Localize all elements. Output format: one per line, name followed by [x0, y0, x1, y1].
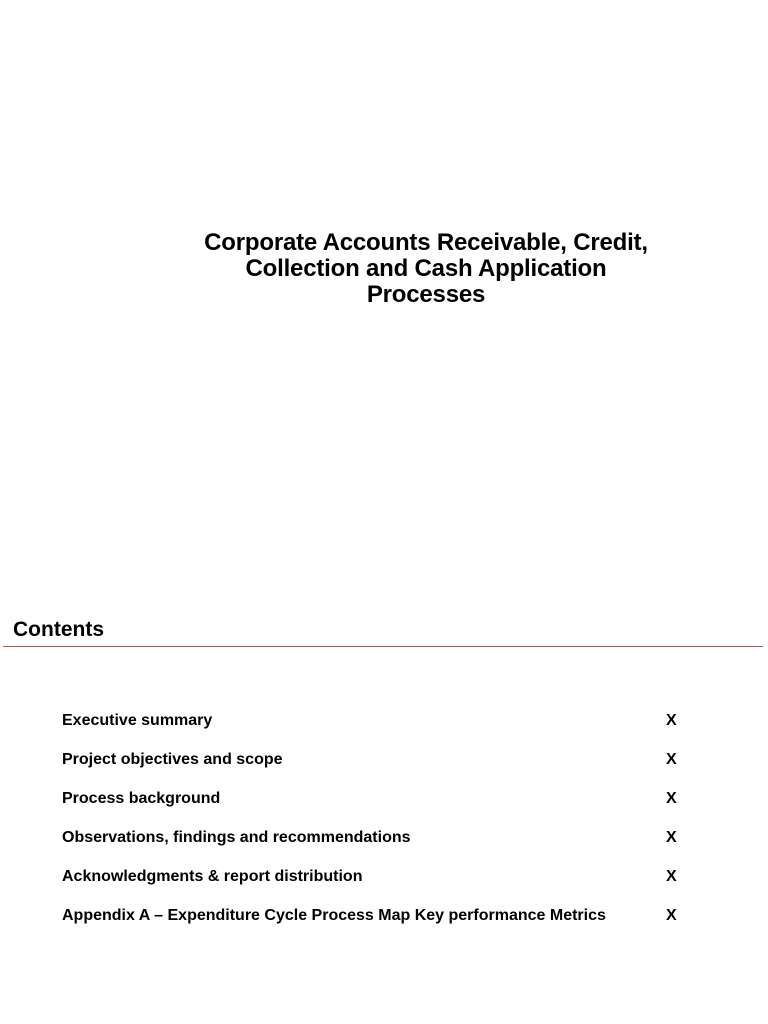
toc-item-label: Project objectives and scope [62, 751, 283, 768]
toc-item-page: X [666, 868, 677, 885]
contents-divider [3, 646, 763, 647]
contents-heading: Contents [13, 618, 104, 641]
title-line: Collection and Cash Application [245, 255, 607, 282]
toc-item-observations[interactable] [62, 828, 702, 867]
toc-item-page: X [666, 829, 677, 846]
toc-item-executive-summary[interactable] [62, 711, 702, 750]
toc-item-page: X [666, 712, 677, 729]
toc-item-label: Appendix A – Expenditure Cycle Process Map Key performance Metrics [62, 907, 606, 924]
toc-item-label: Observations, findings and recommendations [62, 829, 411, 846]
toc-item-process-background[interactable] [62, 789, 702, 828]
toc-item-label: Acknowledgments & report distribution [62, 868, 363, 885]
toc-item-page: X [666, 790, 677, 807]
toc-item-appendix-a[interactable] [62, 906, 702, 945]
title-line: Corporate Accounts Receivable, Credit, [204, 229, 648, 256]
toc-item-label: Process background [62, 790, 221, 807]
toc-item-acknowledgments[interactable] [62, 867, 702, 906]
document-title [160, 230, 692, 308]
toc-item-project-objectives[interactable] [62, 750, 702, 789]
toc-item-page: X [666, 751, 677, 768]
toc-item-label: Executive summary [62, 712, 213, 729]
table-of-contents [62, 711, 702, 945]
title-line: Processes [366, 281, 486, 308]
toc-item-page: X [666, 907, 677, 924]
